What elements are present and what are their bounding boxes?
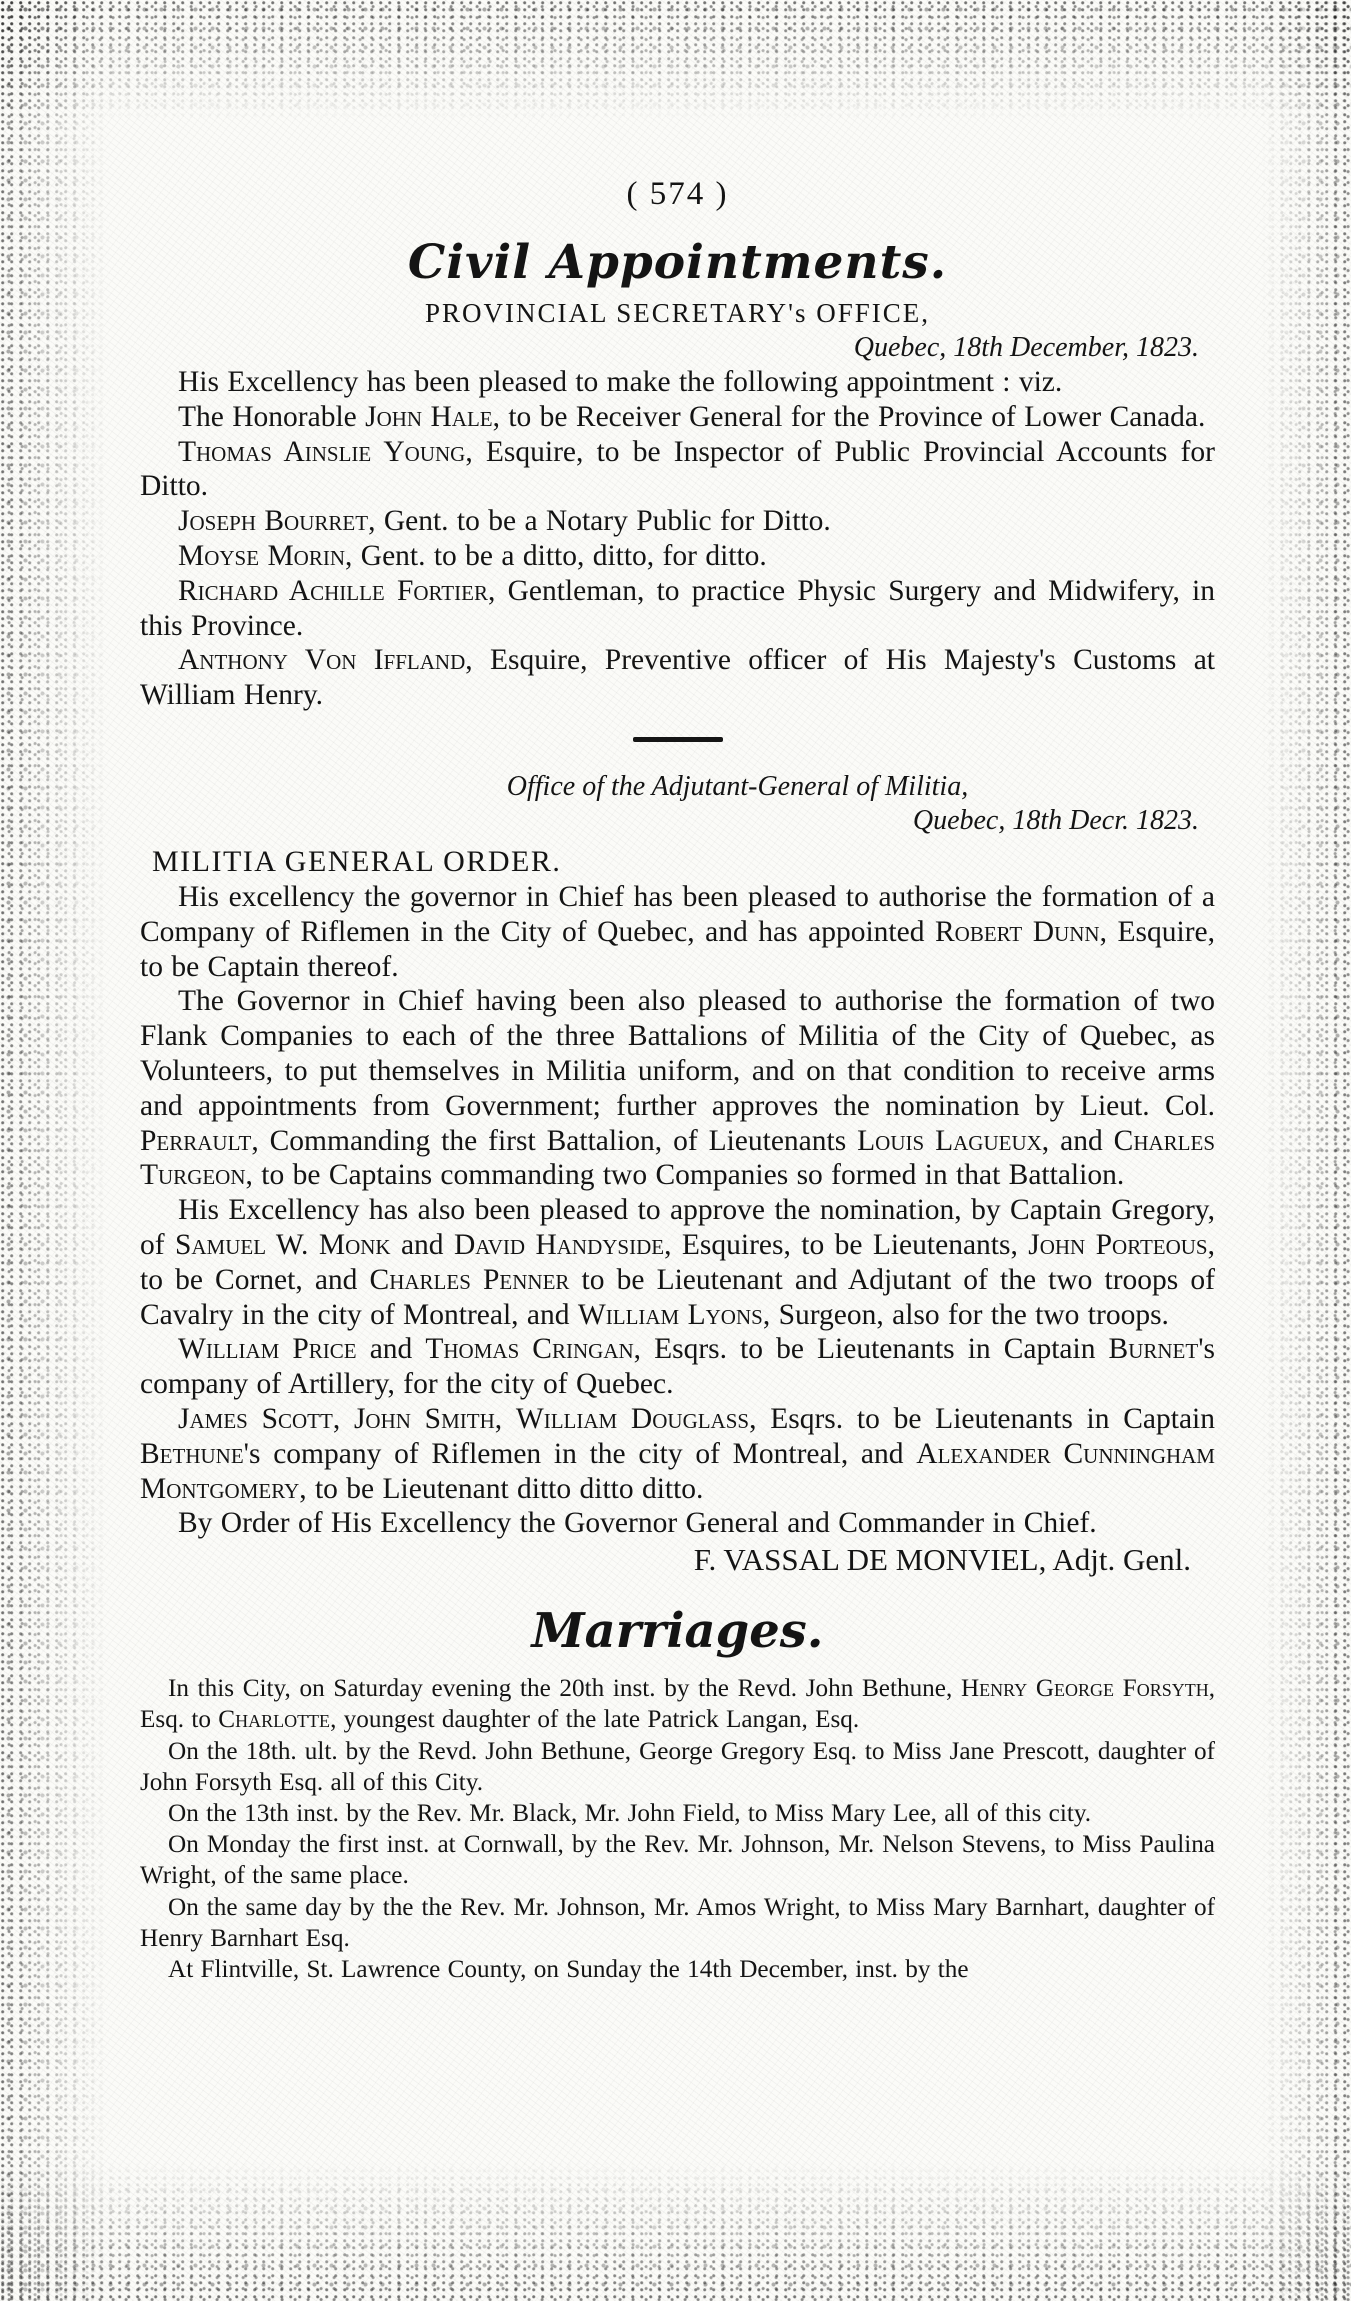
order-closing: By Order of His Excellency the Governor General and Commander in Chief. [178, 1507, 1097, 1540]
appointment-item [140, 400, 1215, 435]
militia-text: , [332, 1402, 354, 1435]
scan-noise-bottom [0, 2161, 1351, 2301]
militia-text: , Esquire, to be Captain thereof. [140, 915, 1215, 983]
officer-name: Burnet [1108, 1333, 1199, 1366]
militia-paragraph [140, 984, 1215, 1193]
militia-order-heading: MILITIA GENERAL ORDER. [152, 844, 562, 878]
officer-name: John Smith [353, 1402, 495, 1435]
militia-text: , Esquires, to be Lieutenants, [664, 1228, 1029, 1261]
scan-noise-top [0, 0, 1351, 120]
scan-noise-left [0, 0, 110, 2301]
officer-name: Perrault [140, 1124, 252, 1157]
appointee-name: John Hale [365, 400, 493, 433]
militia-text: , to be Lieutenant ditto ditto ditto. [299, 1472, 704, 1505]
bride-name: Charlotte [218, 1706, 331, 1734]
provincial-secretary-office: PROVINCIAL SECRETARY's OFFICE, [424, 298, 930, 328]
officer-name: Bethune [140, 1437, 244, 1470]
appointment-text: , Gentleman, to practice Physic Surgery and Midwifery, in this Province. [140, 574, 1215, 642]
officer-name: James Scott [178, 1402, 333, 1435]
appointment-text: , Gent. to be a Notary Public for Ditto. [368, 505, 831, 538]
militia-paragraph [140, 1193, 1215, 1332]
scan-noise-right [1261, 0, 1351, 2301]
marriages-heading: Marriages. [531, 1603, 824, 1660]
civil-dateline: Quebec, 18th December, 1823. [853, 332, 1199, 363]
militia-paragraph [140, 880, 1215, 984]
officer-name: Thomas Cringan [425, 1333, 634, 1366]
officer-name: William Lyons [577, 1298, 763, 1331]
militia-text: , to be Cornet, and [140, 1228, 1215, 1296]
militia-paragraph [140, 1402, 1215, 1506]
appointee-name: Thomas Ainslie Young [178, 435, 466, 468]
militia-paragraph [140, 1332, 1215, 1402]
militia-dateline: Quebec, 18th Decr. 1823. [912, 804, 1199, 836]
civil-intro: His Excellency has been pleased to make the following appointment : viz. [178, 366, 1063, 398]
officer-name: William Douglass [515, 1402, 750, 1435]
officer-name: John Porteous [1028, 1228, 1208, 1261]
page-number: ( 574 ) [626, 176, 729, 212]
appointment-item [140, 504, 1215, 539]
appointee-name: Moyse Morin [178, 539, 346, 572]
appointee-name: Richard Achille Fortier [178, 574, 488, 607]
officer-name: David Handyside [453, 1228, 665, 1261]
appointment-text: , to be Receiver General for the Province of Lower Canada. [492, 400, 1206, 433]
officer-name: Samuel W. Monk [174, 1228, 391, 1261]
civil-appointments-heading: Civil Appointments. [407, 235, 948, 290]
marriage-entry: On the same day by the the Rev. Mr. Johnson, Mr. Amos Wright, to Miss Mary Barnhart, daughter of Henry Barnhart Esq. [140, 1893, 1215, 1952]
signature: F. VASSAL DE MONVIEL, Adjt. Genl. [693, 1542, 1191, 1578]
militia-text: 's company of Artillery, for the city of Quebec. [140, 1333, 1215, 1401]
militia-text: , [494, 1402, 516, 1435]
militia-text: , and [1041, 1124, 1114, 1157]
officer-name: Charles Penner [369, 1263, 570, 1296]
militia-text: The Governor in Chief having been also pleased to authorise the formation of two Flank Companies to each of the three Battalions of Militia of the City of Quebec, as Volunteers, to put themselves in Militia uniform, and on that condition to receive arms and appointments from Government; further approves the nomination by Lieut. Col. [140, 985, 1215, 1122]
militia-text: , Esqrs. to be Lieutenants in Captain [749, 1402, 1215, 1435]
officer-name: Charles Turgeon [140, 1124, 1216, 1192]
officer-name: Robert Dunn [935, 915, 1100, 948]
officer-name: Louis Lagueux [857, 1124, 1042, 1157]
civil-appointments-section [140, 235, 1215, 713]
militia-text: , Esqrs. to be Lieutenants in Captain [633, 1333, 1109, 1366]
militia-text: , Commanding the first Battalion, of Lieutenants [251, 1124, 858, 1157]
appointment-text: , Esquire, to be Inspector of Public Provincial Accounts for Ditto. [140, 435, 1216, 503]
adjutant-general-office: Office of the Adjutant-General of Militia, [506, 770, 969, 802]
appointment-item [140, 435, 1215, 505]
militia-text: and [390, 1228, 454, 1261]
page-content [140, 176, 1215, 1985]
officer-name: William Price [178, 1333, 357, 1366]
officer-name: Alexander Cunningham Montgomery [140, 1437, 1215, 1505]
marriage-entry: On the 13th inst. by the Rev. Mr. Black, Mr. John Field, to Miss Mary Lee, all of this city. [168, 1799, 1092, 1827]
marriage-text: , youngest daughter of the late Patrick Langan, Esq. [330, 1706, 860, 1734]
militia-text: His excellency the governor in Chief has been pleased to authorise the formation of a Company of Riflemen in the City of Quebec, and has appointed [140, 880, 1215, 948]
marriage-entry [140, 1673, 1215, 1735]
militia-section [140, 770, 1215, 1579]
militia-text: , to be Captains commanding two Companies so formed in that Battalion. [245, 1159, 1125, 1192]
appointment-item [140, 574, 1215, 644]
militia-text: 's company of Riflemen in the city of Montreal, and [243, 1437, 917, 1470]
appointment-text: , Esquire, Preventive officer of His Majesty's Customs at William Henry. [140, 644, 1215, 712]
appointee-name: Joseph Bourret [178, 505, 369, 538]
marriages-section [140, 1599, 1215, 1985]
militia-text: , Surgeon, also for the two troops. [762, 1298, 1169, 1331]
appointment-item [140, 643, 1215, 713]
marriage-text: , Esq. to [140, 1675, 1215, 1734]
appointment-text: , Gent. to be a ditto, ditto, for ditto. [345, 539, 767, 572]
marriage-entry: On the 18th. ult. by the Revd. John Bethune, George Gregory Esq. to Miss Jane Prescott, daughter of John Forsyth Esq. all of this City. [140, 1737, 1215, 1796]
appointee-name: Anthony Von Iffland [178, 644, 466, 677]
marriage-entry: On Monday the first inst. at Cornwall, by the Rev. Mr. Johnson, Mr. Nelson Stevens, to Miss Paulina Wright, of the same place. [140, 1831, 1215, 1890]
militia-text: to be Lieutenant and Adjutant of the two troops of Cavalry in the city of Montreal, and [140, 1263, 1215, 1331]
marriage-entry: At Flintville, St. Lawrence County, on Sunday the 14th December, inst. by the [168, 1955, 969, 1983]
appointment-item [140, 539, 1215, 574]
militia-text: and [356, 1333, 426, 1366]
appointment-lead: The Honorable [178, 400, 366, 433]
section-divider [633, 737, 723, 742]
militia-text: His Excellency has also been pleased to approve the nomination, by Captain Gregory, of [140, 1194, 1215, 1261]
marriage-text: In this City, on Saturday evening the 20th inst. by the Revd. John Bethune, [168, 1675, 961, 1703]
groom-name: Henry George Forsyth [960, 1675, 1209, 1703]
